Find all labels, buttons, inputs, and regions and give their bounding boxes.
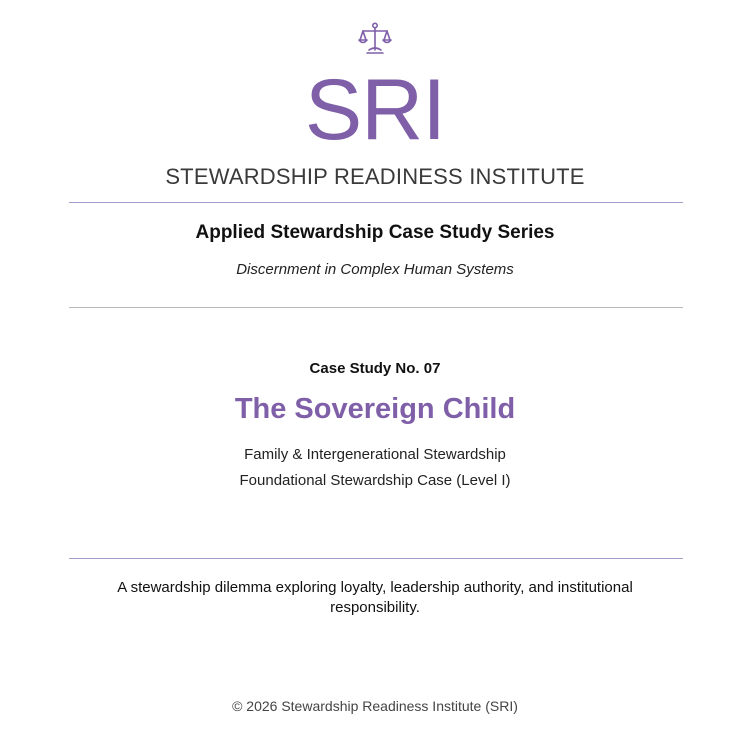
copyright-notice: © 2026 Stewardship Readiness Institute (SRI) [232,698,518,714]
logo-wordmark: SRI [304,62,446,158]
case-level: Foundational Stewardship Case (Level I) [239,472,511,489]
divider-middle [69,307,683,308]
organization-name: STEWARDSHIP READINESS INSTITUTE [165,164,585,189]
case-number: Case Study No. 07 [309,360,441,377]
divider-bottom [69,558,683,559]
series-title: Applied Stewardship Case Study Series [195,222,555,243]
series-subtitle: Discernment in Complex Human Systems [236,261,514,278]
case-title: The Sovereign Child [234,393,516,425]
case-description: A stewardship dilemma exploring loyalty, leadership authority, and institutional responsibility. [117,579,633,616]
divider-top [69,202,683,203]
case-category: Family & Intergenerational Stewardship [244,446,506,463]
scales-of-justice-icon [357,22,393,56]
